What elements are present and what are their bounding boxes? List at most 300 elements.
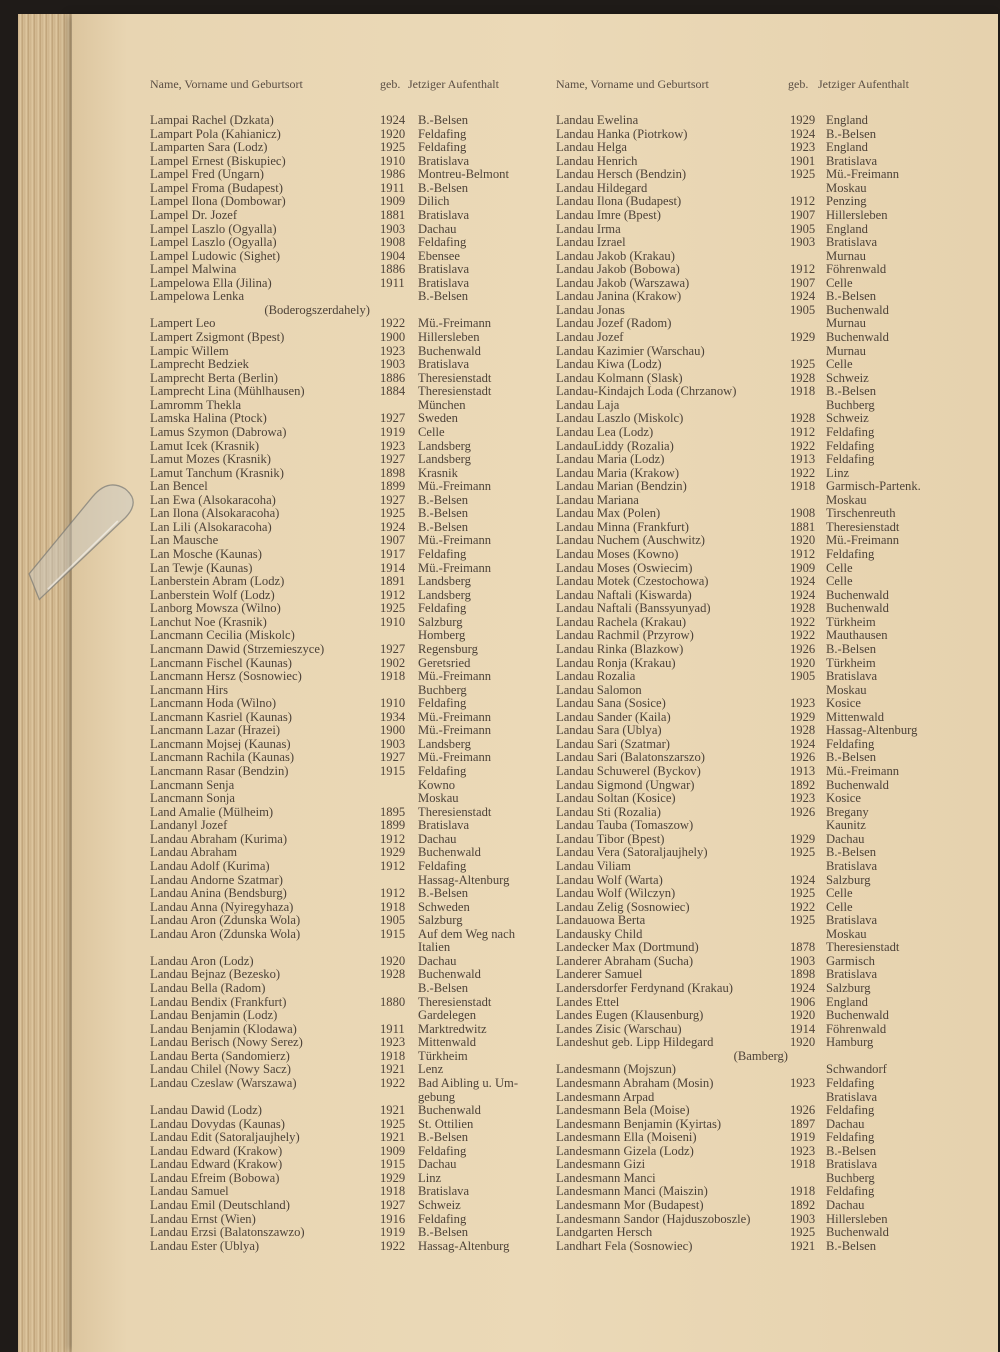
entry-name: Lampel Dr. Jozef (150, 207, 238, 222)
entry-name: Landau Bella (Radom) (150, 981, 266, 995)
entry-name: Landau Kiwa (Lodz) (556, 357, 662, 372)
entry-name: LandauLiddy (Rozalia) (556, 438, 674, 453)
list-item (150, 1240, 550, 1254)
entry-name: Lamparten Sara (Lodz) (150, 140, 268, 155)
entry-name: Landau Hildegard (556, 180, 648, 195)
entry-name: Landau Rozalia (556, 669, 636, 684)
entry-location: Theresienstadt (418, 370, 492, 385)
entry-location: Feldafing (418, 601, 467, 616)
entry-name: Landesmann Bela (Moise) (556, 1103, 690, 1118)
entry-location: Landsberg (418, 736, 471, 751)
entry-name: Landau Ester (Ublya) (150, 1238, 260, 1253)
list-item (150, 412, 550, 426)
entry-birth-year: 1924 (790, 574, 816, 589)
list-item (150, 494, 550, 508)
entry-birth-year: 1903 (380, 221, 406, 236)
list-item (556, 616, 946, 630)
list-item (556, 982, 946, 996)
list-item (150, 602, 550, 616)
entry-birth-year: 1928 (790, 723, 816, 738)
entry-location: Hassag-Altenburg (826, 723, 918, 738)
entry-location: Mü.-Freimann (418, 479, 492, 494)
entry-name: Landau Tibor (Bpest) (556, 831, 665, 846)
list-item (150, 1036, 550, 1050)
entry-location: Bratislava (418, 818, 470, 833)
list-item (556, 928, 946, 942)
list-item (150, 1145, 550, 1159)
entry-birth-year: 1925 (790, 1225, 816, 1240)
header-place: Jetziger Aufenthalt (818, 77, 909, 91)
entry-name: Landau Erzsi (Balatonszawzo) (150, 1225, 305, 1240)
entry-location: Schweiz (826, 411, 869, 426)
entry-birth-year: 1905 (790, 302, 816, 317)
entry-name: Lamut Icek (Krasnik) (150, 438, 260, 453)
entry-name: Landau Berisch (Nowy Serez) (150, 1035, 303, 1050)
entry-birth-year: 1898 (790, 967, 816, 982)
entry-name: Landesmann Ella (Moiseni) (556, 1130, 697, 1145)
entry-birth-year: 1924 (380, 519, 406, 534)
entry-name: Lamprecht Berta (Berlin) (150, 370, 278, 385)
entry-location: St. Ottilien (418, 1116, 474, 1131)
entry-name: Landau Jakob (Warszawa) (556, 275, 690, 290)
entry-name: Landesmann Mor (Budapest) (556, 1198, 704, 1212)
entry-name: Landersdorfer Ferdynand (Krakau) (556, 981, 733, 995)
list-item (556, 331, 946, 345)
entry-location: Bratislava (826, 235, 878, 250)
list-item (150, 209, 550, 223)
entry-name: Landau Edward (Krakow) (150, 1157, 283, 1172)
list-item (150, 548, 550, 562)
list-item (556, 236, 946, 250)
entry-name: Landau Schuwerel (Byckov) (556, 764, 701, 778)
list-item (556, 602, 946, 616)
column-header (150, 78, 550, 94)
list-item (556, 209, 946, 223)
entry-name: Lampai Rachel (Dzkata) (150, 113, 274, 127)
entry-name: Landau Edward (Krakow) (150, 1143, 283, 1158)
entry-birth-year: 1925 (380, 140, 406, 155)
entry-birth-year: 1905 (790, 221, 816, 236)
entry-birth-year: 1924 (380, 113, 406, 127)
entry-name: Landesmann Gizi (556, 1157, 646, 1172)
list-item (150, 141, 550, 155)
entry-location: Landsberg (418, 587, 471, 602)
entry-birth-year: 1892 (790, 1198, 816, 1212)
entry-location: Landsberg (418, 438, 471, 453)
list-item (556, 1199, 946, 1213)
entry-name: Lancmann Hersz (Sosnowiec) (150, 669, 302, 684)
entry-birth-year: 1920 (790, 533, 816, 548)
entry-name: Landau Moses (Oswiecim) (556, 560, 693, 575)
entry-birth-year: 1903 (380, 736, 406, 751)
list-item (556, 223, 946, 237)
entry-location: Celle (826, 357, 853, 372)
entry-name: Landes Ettel (556, 994, 620, 1009)
entry-name: Landesmann Arpad (556, 1089, 655, 1104)
list-item (556, 846, 946, 860)
list-item (556, 968, 946, 982)
entry-birth-year: 1880 (380, 994, 406, 1009)
entry-location: B.-Belsen (826, 289, 877, 304)
entry-name: Lamut Tanchum (Krasnik) (150, 465, 284, 480)
entry-location: Lenz (418, 1062, 444, 1077)
list-item (556, 548, 946, 562)
entry-name: Landau Sara (Ublya) (556, 723, 662, 738)
entry-location: B.-Belsen (826, 1238, 877, 1253)
entry-name: Landau Hanka (Piotrkow) (556, 126, 688, 141)
entry-birth-year: 1923 (790, 1143, 816, 1158)
entry-birth-year: 1928 (790, 411, 816, 426)
entry-location: Kosice (826, 791, 861, 806)
entry-location: Mittenwald (418, 1035, 477, 1050)
list-item (150, 1077, 550, 1091)
entry-name: Landerer Abraham (Sucha) (556, 953, 694, 968)
list-item (150, 765, 550, 779)
entry-location: B.-Belsen (418, 1130, 469, 1145)
entry-birth-year: 1921 (380, 1062, 406, 1077)
entry-location: Dachau (418, 1157, 457, 1172)
list-item (150, 792, 550, 806)
entry-name: Landau Mariana (556, 492, 639, 507)
entry-location: Mü.-Freimann (826, 167, 900, 182)
entry-name: Landau Jonas (556, 302, 625, 317)
list-item (150, 1050, 550, 1064)
entry-name: Landau Samuel (150, 1184, 229, 1199)
entry-birth-year: 1902 (380, 655, 406, 670)
list-item (150, 399, 550, 413)
entry-name: Landesmann Manci (556, 1170, 656, 1185)
list-item (150, 968, 550, 982)
entry-name: Lan Ilona (Alsokaracoha) (150, 506, 280, 521)
list-item (150, 697, 550, 711)
entry-name: Landau Zelig (Sosnowiec) (556, 899, 690, 914)
list-item (556, 345, 946, 359)
entry-birth-year: 1911 (380, 1021, 405, 1036)
entry-birth-year: 1926 (790, 804, 816, 819)
entry-birth-year: 1926 (790, 1103, 816, 1118)
list-item (150, 1199, 550, 1213)
entry-name: Lampel Malwina (150, 262, 237, 277)
entry-birth-year: 1929 (790, 330, 816, 344)
list-item (556, 1104, 946, 1118)
list-item (556, 426, 946, 440)
entry-name: Landau Anina (Bendsburg) (150, 886, 287, 901)
entry-name: Landesmann Gizela (Lodz) (556, 1143, 694, 1158)
entry-location: Krasnik (418, 465, 458, 480)
entry-birth-year: 1926 (790, 750, 816, 765)
entry-name: Landau Maria (Krakow) (556, 465, 680, 480)
list-item (556, 860, 946, 874)
list-item (150, 317, 550, 331)
entry-birth-year: 1912 (380, 831, 406, 846)
entry-name: Landau Rachela (Krakau) (556, 614, 687, 629)
list-item (556, 277, 946, 291)
entry-name: Landau Adolf (Kurima) (150, 858, 270, 873)
entry-location: Bregany (826, 804, 869, 819)
entry-name: Landesmann Abraham (Mosin) (556, 1075, 714, 1090)
entry-location: B.-Belsen (418, 519, 469, 534)
entry-location: Feldafing (418, 1211, 467, 1226)
entry-birth-year: 1917 (380, 547, 406, 561)
entry-name: Landau Moses (Kowno) (556, 547, 679, 561)
list-item (150, 562, 550, 576)
list-item (150, 643, 550, 657)
entry-location: Murnau (826, 316, 866, 331)
entry-birth-year: 1918 (790, 479, 816, 494)
entry-birth-year: 1910 (380, 696, 406, 711)
entry-name: Lampert Leo (150, 316, 216, 331)
entry-list (556, 114, 946, 1253)
list-item (556, 738, 946, 752)
entry-name: Landau Ronja (Krakau) (556, 655, 676, 670)
entry-location: B.-Belsen (418, 886, 469, 901)
entry-name: Landau Aron (Lodz) (150, 953, 254, 968)
entry-name: Landau Chilel (Nowy Sacz) (150, 1062, 291, 1077)
list-item (556, 1158, 946, 1172)
entry-location: Bratislava (826, 669, 878, 684)
entry-birth-year: 1905 (790, 669, 816, 684)
list-item (150, 358, 550, 372)
entry-name: Landau Sana (Sosice) (556, 696, 666, 711)
list-item (150, 887, 550, 901)
entry-birth-year: 1920 (790, 1008, 816, 1023)
list-item (150, 168, 550, 182)
entry-name: Landau Vera (Satoraljaujhely) (556, 845, 708, 860)
entry-location: Moskau (418, 791, 459, 806)
entry-birth-year: 1923 (380, 343, 406, 358)
entry-location: Schweden (418, 899, 470, 914)
entry-name: Lancmann Rasar (Bendzin) (150, 764, 289, 778)
entry-location: B.-Belsen (418, 506, 469, 521)
list-item (150, 114, 550, 128)
entry-location: Feldafing (826, 547, 875, 561)
list-item (556, 684, 946, 698)
list-item (150, 1118, 550, 1132)
entry-birth-year: 1921 (380, 1103, 406, 1118)
list-item (150, 846, 550, 860)
entry-location: B.-Belsen (418, 180, 469, 195)
list-item (556, 453, 946, 467)
entry-location: Bad Aibling u. Um- (418, 1075, 519, 1090)
entry-location: B.-Belsen (418, 113, 469, 127)
entry-name: Lamus Szymon (Dabrowa) (150, 424, 287, 439)
entry-location: Dachau (418, 953, 457, 968)
entry-location: Celle (826, 275, 853, 290)
entry-name: Lanberstein Abram (Lodz) (150, 574, 285, 589)
entry-location: Murnau (826, 343, 866, 358)
entry-name: Landau Marian (Bendzin) (556, 479, 687, 494)
entry-location: Feldafing (418, 696, 467, 711)
entry-location: Bratislava (826, 858, 878, 873)
entry-location: Bratislava (418, 153, 470, 168)
entry-name: Lamprecht Lina (Mühlhausen) (150, 384, 305, 399)
list-item (556, 494, 946, 508)
entry-name: Lan Mausche (150, 533, 219, 548)
list-item (556, 250, 946, 264)
entry-birth-year: 1909 (790, 560, 816, 575)
entry-location: Buchenwald (826, 777, 889, 792)
entry-name: Landau Nuchem (Auschwitz) (556, 533, 705, 548)
entry-name: Landau Jakob (Krakau) (556, 248, 675, 263)
entry-name: Landau Abraham (Kurima) (150, 831, 288, 846)
entry-name: Lancmann Senja (150, 777, 235, 792)
entry-birth-year: 1912 (790, 547, 816, 561)
entry-location: Buchberg (418, 682, 467, 697)
list-item (556, 751, 946, 765)
entry-location: Salzburg (418, 913, 463, 928)
entry-location: Mü.-Freimann (418, 316, 492, 331)
list-item (150, 833, 550, 847)
entry-birth-year: 1922 (790, 628, 816, 643)
entry-name: Landau Jozef (556, 330, 624, 344)
list-item (556, 575, 946, 589)
entry-location: Bratislava (418, 357, 470, 372)
list-item (150, 1185, 550, 1199)
entry-location: Mü.-Freimann (418, 750, 492, 765)
entry-birth-year: 1923 (380, 438, 406, 453)
entry-birth-year: 1929 (790, 113, 816, 127)
entry-name: Lanberstein Wolf (Lodz) (150, 587, 275, 602)
entry-location: Garmisch-Partenk. (826, 479, 921, 494)
entry-location: Buchenwald (826, 587, 889, 602)
entry-location: Mü.-Freimann (826, 533, 900, 548)
entry-location: gebung (418, 1089, 456, 1104)
plastic-clip-icon (22, 480, 142, 608)
list-item (150, 982, 550, 996)
entry-name: Landau Henrich (556, 153, 638, 168)
entry-birth-year: 1904 (380, 248, 406, 263)
entry-birth-year: 1903 (790, 1211, 816, 1226)
list-item (150, 819, 550, 833)
list-item (150, 616, 550, 630)
entry-name: Landau Berta (Sandomierz) (150, 1048, 290, 1063)
list-item (150, 589, 550, 603)
entry-location: Regensburg (418, 641, 478, 656)
entry-name: Landau Bendix (Frankfurt) (150, 994, 287, 1009)
entry-name: Lampel Ilona (Dombowar) (150, 194, 286, 209)
entry-birth-year: 1918 (790, 1157, 816, 1172)
entry-birth-year: 1925 (790, 913, 816, 928)
entry-name: Landau Irma (556, 221, 621, 236)
entry-location: Feldafing (826, 1130, 875, 1145)
entry-location: Mü.-Freimann (418, 560, 492, 575)
list-item (556, 724, 946, 738)
entry-birth-year: 1923 (380, 1035, 406, 1050)
entry-birth-year: 1912 (790, 194, 816, 209)
entry-location: Mü.-Freimann (418, 709, 492, 724)
entry-name: Lamprecht Bedziek (150, 357, 249, 372)
entry-name: Landau Viliam (556, 858, 631, 873)
entry-name: Landesmann Benjamin (Kyirtas) (556, 1116, 722, 1131)
entry-name: Landau Dovydas (Kaunas) (150, 1116, 285, 1131)
list-item (150, 521, 550, 535)
entry-location: Geretsried (418, 655, 471, 670)
entry-name: Lancmann Cecilia (Miskolc) (150, 628, 295, 643)
list-item (556, 372, 946, 386)
list-item (556, 507, 946, 521)
list-item (556, 1050, 946, 1064)
entry-birth-year: 1927 (380, 1198, 406, 1212)
entry-birth-year: 1886 (380, 370, 406, 385)
entry-name: Landau Czeslaw (Warszawa) (150, 1075, 297, 1090)
entry-birth-year: 1914 (790, 1021, 816, 1036)
entry-name: Landau Motek (Czestochowa) (556, 574, 709, 589)
entry-location: Buchenwald (418, 1103, 481, 1118)
entry-birth-year: 1929 (380, 845, 406, 860)
entry-location: Türkheim (826, 614, 876, 629)
list-item (556, 1226, 946, 1240)
entry-location: Celle (418, 424, 445, 439)
entry-birth-year: 1910 (380, 614, 406, 629)
entry-birth-year: 1915 (380, 926, 406, 941)
entry-name: Lamska Halina (Ptock) (150, 411, 267, 426)
entry-name: Landau Sigmond (Ungwar) (556, 777, 695, 792)
entry-birth-year: 1884 (380, 384, 406, 399)
entry-list (150, 114, 550, 1253)
list-item (150, 385, 550, 399)
list-item (150, 128, 550, 142)
entry-birth-year: 1986 (380, 167, 406, 182)
list-item (556, 765, 946, 779)
entry-name: Landau Jakob (Bobowa) (556, 262, 680, 277)
entry-birth-year: 1895 (380, 804, 406, 819)
list-item (556, 887, 946, 901)
list-item (150, 372, 550, 386)
entry-location: Theresienstadt (418, 804, 492, 819)
entry-name: Lampel Laszlo (Ogyalla) (150, 221, 277, 236)
entry-location: Mittenwald (826, 709, 885, 724)
entry-birth-year: 1912 (380, 858, 406, 873)
entry-location: Bratislava (418, 207, 470, 222)
list-item (556, 182, 946, 196)
entry-name: Landau Max (Polen) (556, 506, 661, 521)
entry-location: B.-Belsen (826, 750, 877, 765)
list-item (150, 1091, 550, 1105)
entry-birth-year: 1918 (380, 1048, 406, 1063)
entry-location: Sweden (418, 411, 458, 426)
entry-location: Dachau (826, 1198, 865, 1212)
list-item (150, 236, 550, 250)
list-item (556, 1009, 946, 1023)
entry-birth-year: 1898 (380, 465, 406, 480)
list-item (556, 385, 946, 399)
entry-location: Buchenwald (826, 1008, 889, 1023)
entry-name: Lampel Ernest (Biskupiec) (150, 153, 286, 168)
entry-birth-year: 1881 (790, 519, 816, 534)
list-item (556, 440, 946, 454)
list-item (556, 874, 946, 888)
entry-birth-year: 1915 (380, 764, 406, 778)
entry-birth-year: 1912 (790, 424, 816, 439)
entry-birth-year: 1927 (380, 750, 406, 765)
entry-birth-year: 1927 (380, 492, 406, 507)
entry-name: Landau Lea (Lodz) (556, 424, 654, 439)
entry-name: Landau Wolf (Wilczyn) (556, 886, 676, 901)
entry-location: Bratislava (826, 153, 878, 168)
list-item (150, 928, 550, 942)
entry-location: Hillersleben (418, 330, 480, 344)
list-item (556, 141, 946, 155)
entry-birth-year: 1905 (380, 913, 406, 928)
entry-birth-year: 1925 (790, 886, 816, 901)
entry-birth-year: 1925 (380, 1116, 406, 1131)
entry-name: Landau Naftali (Banssyunyad) (556, 601, 711, 616)
entry-birth-year: 1907 (790, 207, 816, 222)
entry-name: Landau Ernst (Wien) (150, 1211, 256, 1226)
entry-location: Moskau (826, 926, 867, 941)
list-item (556, 304, 946, 318)
entry-location: Buchenwald (418, 343, 481, 358)
